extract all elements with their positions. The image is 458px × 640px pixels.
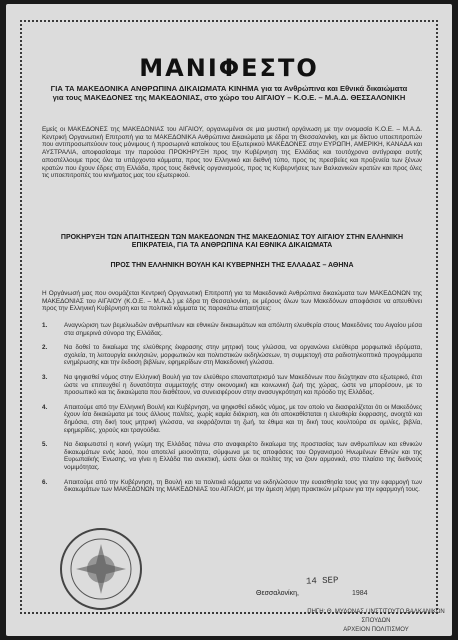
document-page xyxy=(6,4,452,636)
demands-heading: ΠΡΟΚΗΡΥΞΗ ΤΩΝ ΑΠΑΙΤΗΣΕΩΝ ΤΩΝ ΜΑΚΕΔΟΝΩΝ ΤΗΣ ΜΑΚΕΔΟΝΙΑΣ ΤΟΥ ΑΙΓΑΙΟΥ ΣΤΗΝ ΕΛΛΗΝΙΚΗ ΕΠΙΚΡΑΤΕΙΑ, ΓΙΑ ΤΑ ΑΝΘΡΩΠΙΝΑ ΚΑΙ ΕΘΝΙΚΑ ΔΙΚΑΙΩΜΑΤΑ xyxy=(60,234,404,250)
list-item xyxy=(42,441,422,471)
signing-year: 1984 xyxy=(352,590,368,597)
preamble-paragraph: Η Οργάνωσή μας που ονομάζεται Κεντρική Οργανωτική Επιτροπή για τα Μακεδονικά Ανθρώπινα δικαιώματα των ΜΑΚΕΔΟΝΩΝ της ΜΑΚΕΔΟΝΙΑΣ του ΑΙΓΑΙΟΥ (Κ.Ο.Ε. – Μ.Α.Δ.) με έδρα τη Θεσσαλονίκη, εκ μέρους όλων των Μακεδόνων αποφάσισε να απευθύνει προς την Ελληνική Κυβέρνηση και τα πολιτικά κόμματα τις παρακάτω απαιτήσεις: xyxy=(42,290,422,313)
demands-list xyxy=(42,322,422,501)
document-subtitle: ΓΙΑ ΤΑ ΜΑΚΕΔΟΝΙΚΑ ΑΝΘΡΩΠΙΝΑ ΔΙΚΑΙΩΜΑΤΑ ΚΙΝΗΜΑ για τα Ανθρώπινα και Εθνικά δικαιώματα για τους ΜΑΚΕΔΟΝΕΣ της ΜΑΚΕΔΟΝΙΑΣ, στο χώρο του ΑΙΓΑΙΟΥ – Κ.Ο.Ε. – Μ.Α.Δ. ΘΕΣΣΑΛΟΝΙΚΗ xyxy=(50,84,408,102)
date-stamp: 14 SEP xyxy=(305,575,339,587)
item-number: 2. xyxy=(42,344,48,352)
list-item xyxy=(42,479,422,494)
item-number: 1. xyxy=(42,322,48,329)
item-number: 5. xyxy=(42,441,48,449)
item-number: 6. xyxy=(42,478,48,486)
item-text: Απαιτούμε από την Κυβέρνηση, τη Βουλή και τα πολιτικά κόμματα να εκδηλώσουν την ευαισθησία τους για την εφαρμογή των δικαιωμάτων των ΜΑΚΕΔΟΝΩΝ της ΜΑΚΕΔΟΝΙΑΣ του ΑΙΓΑΙΟΥ, με την άμεση λήψη πρακτικών μέτρων για την εφαρμογή τους. xyxy=(64,478,422,494)
source-credit xyxy=(296,608,452,635)
item-text: Να ψηφισθεί νόμος στην Ελληνική Βουλή για τον ελεύθερο επαναπατρισμό των Μακεδόνων που διώχτηκαν στο εξωτερικό, έτσι ώστε να επιτευχθεί η δυνατότητα συμμετοχής στην οικονομική και κοινωνική ζωή της χώρας, ώστε να μπορέσουν, με το προσωπικό και τις δικαιώματα που διαθέτουν, να συνεισφέρουν στην ανασυγκρότηση και πρόοδο της Ελλάδας. xyxy=(64,373,422,397)
archive-line: ΑΡΧΕΙΟΝ ΠΟΛΙΤΙΣΜΟΥ xyxy=(343,627,409,633)
item-number: 4. xyxy=(42,403,48,411)
source-line: ΠΗΓΗ: Θ. ΜΥΛΩΝΑΣ / ΙΝΣΤΙΤΟΥΤΟ ΒΑΛΚΑΝΙΚΩΝ ΣΠΟΥΔΩΝ xyxy=(307,609,445,624)
item-text: Να δοθεί το δικαίωμα της ελεύθερης έκφρασης στην μητρική τους γλώσσα, να οργανώνει ελεύθερα μορφωτικά ιδρύματα, σχολεία, τη λειτουργία εκκλησιών, μορφωτικών και πολιτιστικών εκδηλώσεων, τη συμμετοχή στα ραδιοτηλεοπτικά προγράμματα ενημέρωσης και την έκδοση βιβλίων, εφημερίδων στη Μακεδονική γλώσσα. xyxy=(64,344,422,367)
document-title: ΜΑΝΙΦΕΣΤΟ xyxy=(139,54,319,82)
list-item xyxy=(42,374,422,397)
intro-paragraph: Εμείς οι ΜΑΚΕΔΟΝΕΣ της ΜΑΚΕΔΟΝΙΑΣ του ΑΙΓΑΙΟΥ, οργανωμένοι σε μια μυστική οργάνωση με την ονομασία Κ.Ο.Ε. – Μ.Α.Δ. Κεντρική Οργανωτική Επιτροπή για τα ΜΑΚΕΔΟΝΙΚΑ Ανθρώπινα Δικαιώματα με έδρα τη Θεσσαλονίκη, και με δίκτυο υποεπιτροπών που αντιπροσωπεύουν τους μόνιμους ή προσωρινά κατοίκους του Εξωτερικού ΜΑΚΕΔΟΝΕΣ στην ΕΥΡΩΠΗ, ΑΜΕΡΙΚΗ, ΚΑΝΑΔΑ και ΑΥΣΤΡΑΛΙΑ, αποφασίσαμε την παρούσα ΠΡΟΚΗΡΥΞΗ προς την Κυβέρνηση της Ελλάδας και τουτόχρονα αντίγραφα αυτής αποστέλλουμε προς όλα τα υπάρχοντα κόμματα, προς τον Ελληνικό και διεθνή τύπο, προς τις πρεσβείες και προξενεία των ξένων κρατών που έχουν έδρες στη Ελλάδα, προς τους διεθνείς οργανισμούς, προς τις Κυβερνήσεις των Βαλκανικών κρατών και προς όλες τις υποεπιτροπές του κινήματος μας του εξωτερικού. xyxy=(42,126,422,180)
item-number: 3. xyxy=(42,373,48,381)
signing-place: Θεσσαλονίκη, xyxy=(256,590,299,597)
addressee-heading: ΠΡΟΣ ΤΗΝ ΕΛΛΗΝΙΚΗ ΒΟΥΛΗ ΚΑΙ ΚΥΒΕΡΝΗΣΗ ΤΗΣ ΕΛΛΑΔΑΣ – ΑΘΗΝΑ xyxy=(110,262,354,269)
item-text: Απαιτούμε από την Ελληνική Βουλή και Κυβέρνηση, να ψηφισθεί ειδικός νόμος, με τον οποίο να διασφαλίζεται ότι οι Μακεδόνες έχουν ίσα δικαιώματα με τους άλλους πολίτες, χωρίς καμία διάκριση, και ότι αποκαθίσταται η ελευθερία έκφρασης, ανοιχτά και δημόσια, στη δική τους μητρική γλώσσα, να εκφράζονται τη ζωή, τα έθιμα και τη δική τους κουλτούρα σε ομιλίες, βιβλία, εφημερίδες, χορούς και τραγούδια. xyxy=(64,403,422,434)
list-item xyxy=(42,344,422,367)
organization-seal-icon xyxy=(56,524,146,614)
item-text: Αναγνώριση των βεμελιωδών ανθρωπίνων και εθνικών δικαιωμάτων και απόλυτη ελευθερία στους Μακεδόνες του Αιγαίου μέσα στα σημερινά σύνορα της Ελλάδας. xyxy=(64,322,422,337)
list-item xyxy=(42,404,422,434)
list-item xyxy=(42,322,422,337)
item-text: Να διαφωτιστεί η κοινή γνώμη της Ελλάδας πάνω στο αναφαιρέτο δικαίωμα της προστασίας των ανθρωπίνων και εθνικών δικαιωμάτων ενός λαού, που αποτελεί μειονότητα, σύμφωνα με τις αποφάσεις του Οργανισμού Ηνωμένων Εθνών και της Ευρωπαϊκής Ένωσης, να γίνει η Ελλάδα πιο ανεκτική, ώστε όλοι οι πολίτες της να ζουν αρμονικά, στο πλαίσιο της διεθνούς νομιμότητας. xyxy=(64,441,422,471)
